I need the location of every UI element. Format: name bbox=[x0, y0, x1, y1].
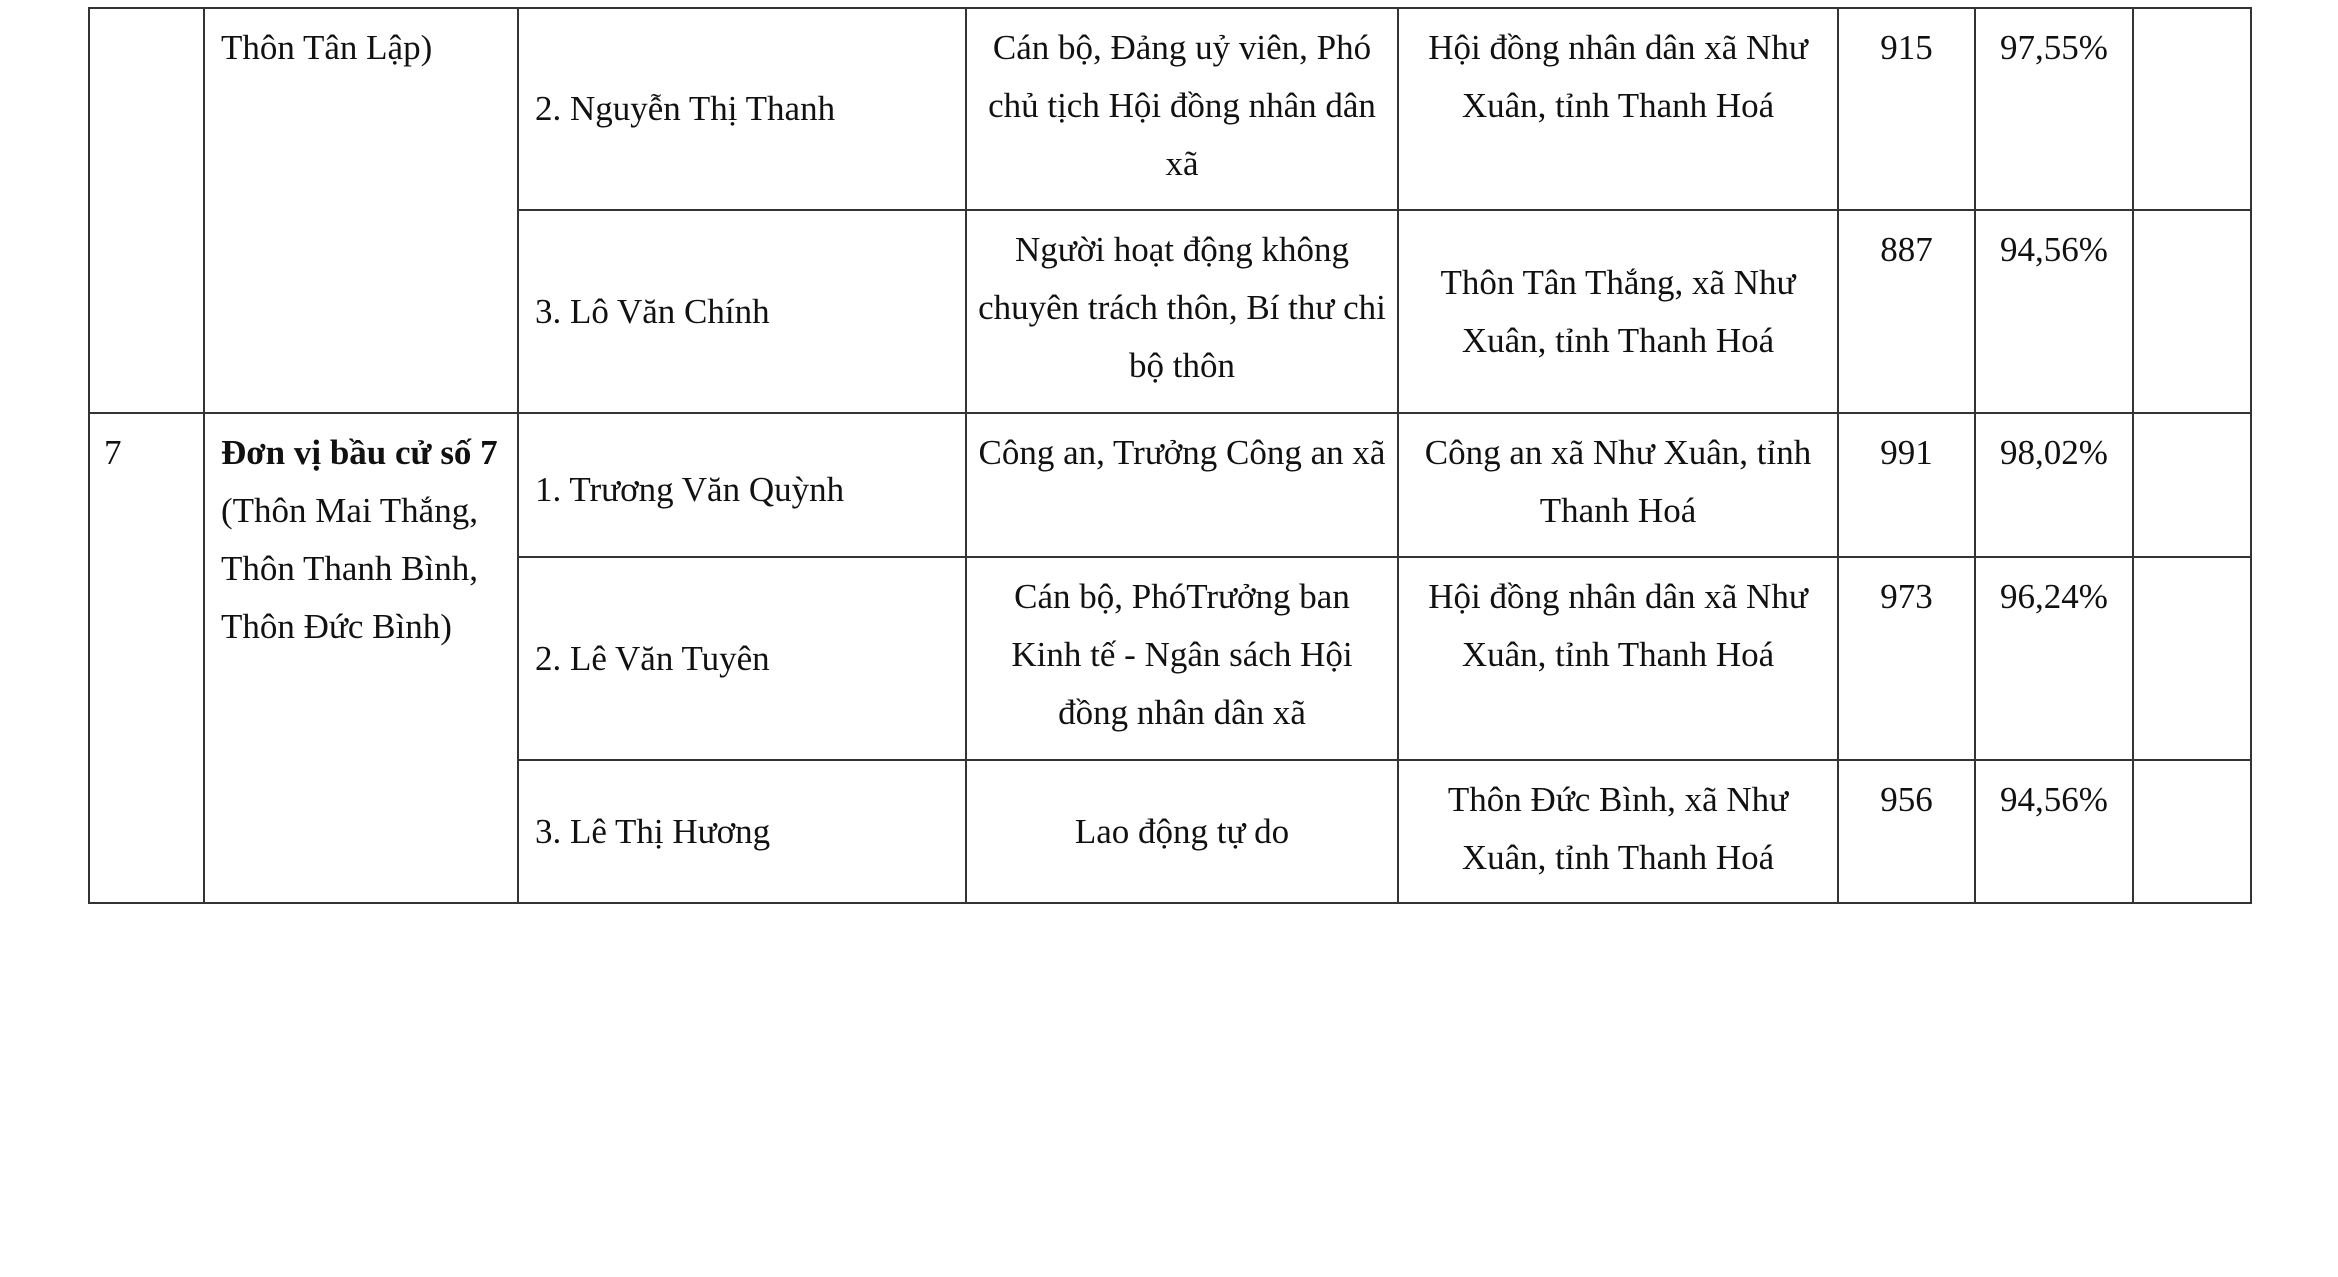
vote-count: 887 bbox=[1838, 210, 1975, 413]
candidate-position: Lao động tự do bbox=[966, 760, 1398, 903]
stt-cell bbox=[89, 8, 204, 413]
vote-count: 956 bbox=[1838, 760, 1975, 903]
candidate-workplace: Công an xã Như Xuân, tỉnh Thanh Hoá bbox=[1398, 413, 1838, 557]
candidate-position: Công an, Trưởng Công an xã bbox=[966, 413, 1398, 557]
unit-title: Đơn vị bầu cử số 7 bbox=[221, 433, 498, 472]
vote-percent: 94,56% bbox=[1975, 760, 2133, 903]
table-row bbox=[89, 413, 2251, 557]
candidate-name: 2. Nguyễn Thị Thanh bbox=[518, 8, 966, 210]
candidate-name: 2. Lê Văn Tuyên bbox=[518, 557, 966, 760]
candidate-name: 1. Trương Văn Quỳnh bbox=[518, 413, 966, 557]
unit-villages: (Thôn Mai Thắng, Thôn Thanh Bình, Thôn Đức Bình) bbox=[221, 491, 478, 646]
candidate-workplace: Hội đồng nhân dân xã Như Xuân, tỉnh Thanh Hoá bbox=[1398, 557, 1838, 760]
stt-cell: 7 bbox=[89, 413, 204, 903]
candidate-position: Người hoạt động không chuyên trách thôn, Bí thư chi bộ thôn bbox=[966, 210, 1398, 413]
candidate-position: Cán bộ, PhóTrưởng ban Kinh tế - Ngân sách Hội đồng nhân dân xã bbox=[966, 557, 1398, 760]
note-cell bbox=[2133, 760, 2251, 903]
vote-percent: 94,56% bbox=[1975, 210, 2133, 413]
candidate-workplace: Thôn Đức Bình, xã Như Xuân, tỉnh Thanh Hoá bbox=[1398, 760, 1838, 903]
candidate-name: 3. Lô Văn Chính bbox=[518, 210, 966, 413]
vote-count: 973 bbox=[1838, 557, 1975, 760]
note-cell bbox=[2133, 210, 2251, 413]
electoral-unit-cell bbox=[204, 413, 518, 903]
note-cell bbox=[2133, 413, 2251, 557]
candidate-position: Cán bộ, Đảng uỷ viên, Phó chủ tịch Hội đồng nhân dân xã bbox=[966, 8, 1398, 210]
vote-count: 991 bbox=[1838, 413, 1975, 557]
note-cell bbox=[2133, 557, 2251, 760]
electoral-unit-cell bbox=[204, 8, 518, 413]
election-results-table bbox=[88, 7, 2252, 904]
table-row bbox=[89, 8, 2251, 210]
unit-villages: Thôn Tân Lập) bbox=[221, 28, 433, 67]
vote-percent: 96,24% bbox=[1975, 557, 2133, 760]
candidate-workplace: Thôn Tân Thắng, xã Như Xuân, tỉnh Thanh Hoá bbox=[1398, 210, 1838, 413]
vote-count: 915 bbox=[1838, 8, 1975, 210]
vote-percent: 97,55% bbox=[1975, 8, 2133, 210]
candidate-name: 3. Lê Thị Hương bbox=[518, 760, 966, 903]
vote-percent: 98,02% bbox=[1975, 413, 2133, 557]
candidate-workplace: Hội đồng nhân dân xã Như Xuân, tỉnh Thanh Hoá bbox=[1398, 8, 1838, 210]
note-cell bbox=[2133, 8, 2251, 210]
